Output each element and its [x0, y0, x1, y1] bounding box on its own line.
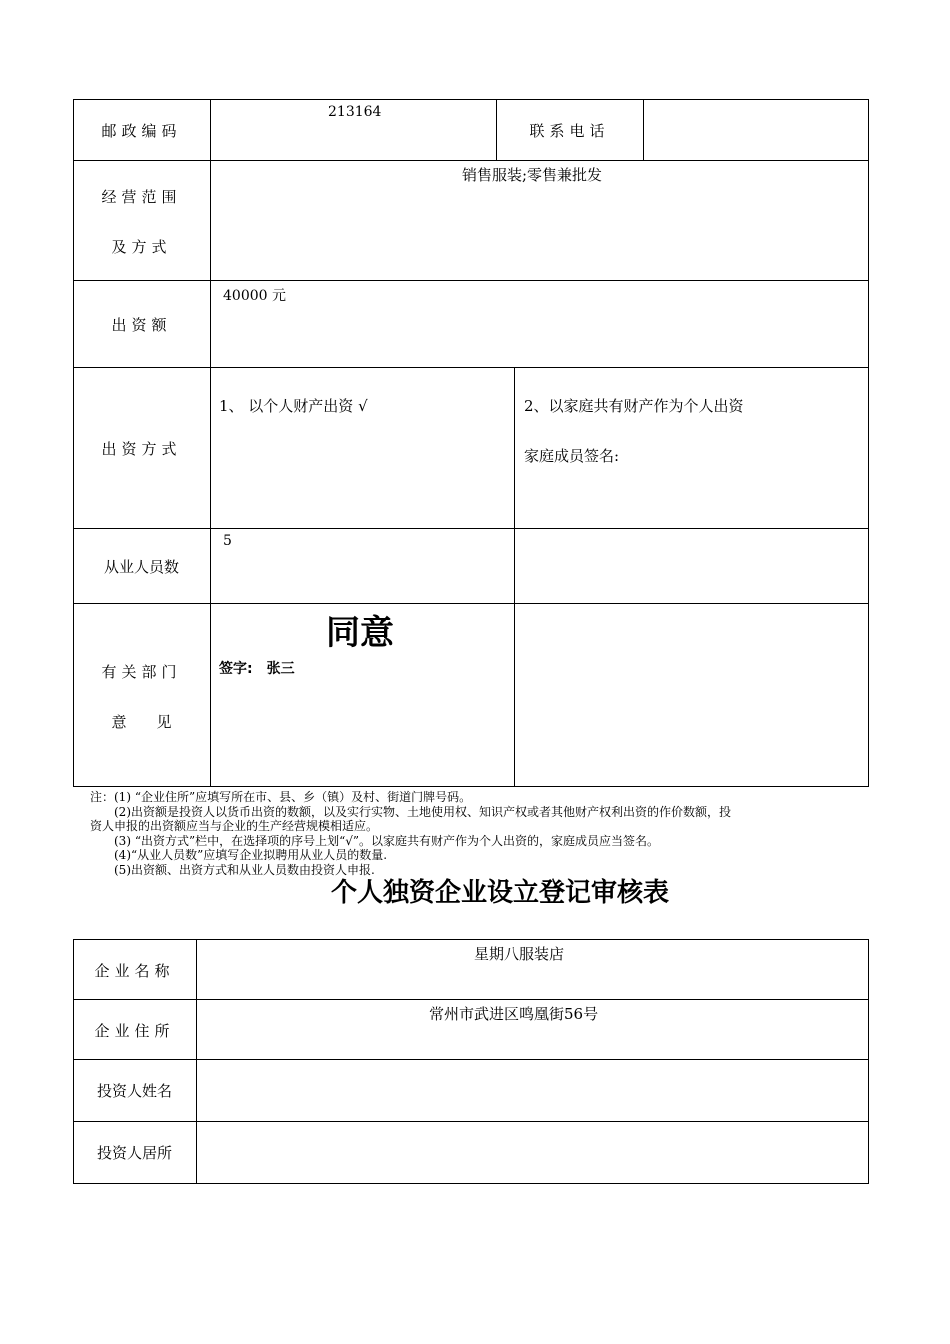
table-line: [196, 939, 197, 1184]
note-line: (3) “出资方式”栏中，在选择项的序号上划“√”。以家庭共有财产作为个人出资的，家庭成员应当签名。: [90, 833, 660, 848]
table-line: [73, 786, 869, 787]
table-line: [73, 99, 869, 100]
enterprise-address-label: 企业住所: [94, 1022, 175, 1040]
table-line: [73, 1121, 869, 1122]
note-line: 资人申报的出资额应当与企业的生产经营规模相适应。: [90, 819, 379, 833]
method-option-personal[interactable]: 1、 以个人财产出资 √: [219, 397, 368, 415]
table-line: [514, 367, 515, 787]
employees-label: 从业人员数: [103, 558, 179, 576]
enterprise-name-field[interactable]: 星期八服装店: [474, 945, 565, 963]
notes-section: [90, 790, 865, 877]
table-line: [73, 1059, 869, 1060]
dept-opinion-label-line2: 意 见: [111, 713, 172, 731]
dept-opinion-label-line1: 有关部门: [101, 663, 182, 681]
scope-label-line2: 及方式: [111, 238, 172, 256]
note-line: (2)出资额是投资人以货币出资的数额，以及实行实物、土地使用权、知识产权或者其他财产权利出资的作价数额，投: [90, 804, 732, 819]
note-line: (4)“从业人员数”应填写企业拟聘用从业人员的数量.: [90, 848, 388, 862]
scope-label-line1: 经营范围: [101, 188, 182, 206]
note-line: (5)出资额、出资方式和从业人员数由投资人申报.: [90, 862, 375, 877]
table-line: [73, 999, 869, 1000]
note-line: 注：(1) “企业住所”应填写所在市、县、乡（镇）及村、街道门牌号码。: [90, 790, 472, 804]
dept-signature: 签字: 张三: [219, 661, 295, 677]
dept-opinion-text: 同意: [326, 613, 394, 653]
investor-residence-label: 投资人居所: [96, 1144, 172, 1162]
enterprise-address-field[interactable]: 常州市武进区鸣凰街56号: [429, 1005, 599, 1023]
table-line: [73, 367, 869, 368]
capital-label: 出资额: [111, 316, 172, 334]
table-line: [73, 1183, 869, 1184]
enterprise-name-label: 企业名称: [94, 962, 175, 980]
table-line: [868, 99, 869, 787]
table-line: [73, 528, 869, 529]
family-signature-label: 家庭成员签名:: [524, 447, 620, 465]
employees-count-field[interactable]: 5: [223, 533, 232, 549]
phone-label: 联系电话: [529, 122, 610, 140]
table-line: [73, 603, 869, 604]
table-line: [643, 99, 644, 160]
table-line: [73, 280, 869, 281]
investor-name-label: 投资人姓名: [96, 1082, 172, 1100]
table-line: [210, 99, 211, 787]
table-line: [73, 939, 869, 940]
method-option-family[interactable]: 2、以家庭共有财产作为个人出资: [524, 397, 744, 415]
page-title: 个人独资企业设立登记审核表: [330, 878, 669, 908]
table-line: [73, 160, 869, 161]
postal-code-field[interactable]: 213164: [328, 104, 382, 120]
business-scope-field[interactable]: 销售服装;零售兼批发: [462, 166, 603, 184]
capital-amount-field[interactable]: 40000 元: [223, 288, 286, 304]
table-line: [868, 939, 869, 1184]
postal-code-label: 邮政编码: [101, 122, 182, 140]
capital-method-label: 出资方式: [101, 440, 182, 458]
